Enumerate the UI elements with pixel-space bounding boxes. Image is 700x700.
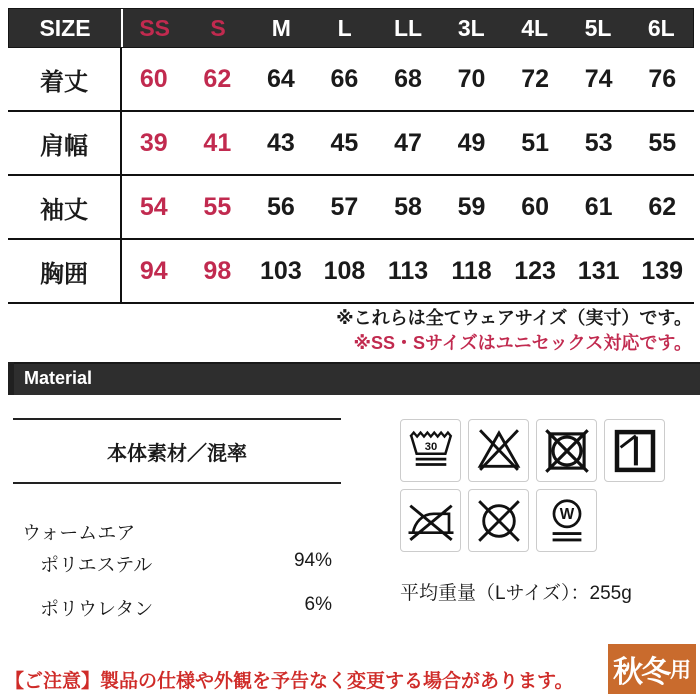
size-col-S: S [210, 14, 226, 41]
size-value: 43 [266, 128, 295, 157]
size-value: 94 [139, 256, 168, 285]
size-col-4L: 4L [521, 14, 549, 41]
composition-row [40, 550, 332, 577]
care-icons [400, 419, 680, 559]
size-value: 60 [139, 64, 168, 93]
measure-label: 胸囲 [8, 240, 122, 302]
no-iron-icon [400, 489, 461, 552]
size-value: 55 [203, 192, 232, 221]
material-section-header [8, 362, 700, 395]
wash-30-gentle-icon [400, 419, 461, 482]
no-bleach-icon [468, 419, 529, 482]
size-row [8, 240, 694, 304]
material-section-title: Material [24, 368, 93, 388]
size-value: 61 [584, 192, 613, 221]
size-table [8, 8, 694, 304]
measure-label: 着丈 [8, 48, 122, 110]
size-value: 103 [260, 256, 302, 285]
size-value: 41 [203, 128, 232, 157]
size-value: 72 [521, 64, 549, 93]
size-row [8, 112, 694, 176]
season-badge-main: 秋冬 [613, 656, 669, 689]
wet-clean-gentle-icon [536, 489, 597, 552]
size-table-header [8, 8, 694, 48]
size-value: 51 [521, 128, 549, 157]
note-unisex: ※SS・Sサイズはユニセックス対応です。 [353, 333, 692, 354]
size-value: 70 [457, 64, 486, 93]
size-value: 59 [457, 192, 486, 221]
size-value: 39 [139, 128, 168, 157]
size-value: 62 [203, 64, 232, 93]
size-header-label: SIZE [9, 9, 123, 47]
size-value: 113 [387, 256, 429, 285]
size-col-L: L [337, 14, 352, 41]
note-actual-size: ※これらは全てウェアサイズ（実寸）です。 [336, 308, 692, 328]
size-value: 66 [330, 64, 359, 93]
size-row [8, 176, 694, 240]
size-value: 68 [394, 64, 422, 93]
size-value: 123 [514, 256, 556, 285]
composition-pct: 94% [293, 550, 332, 571]
size-value: 74 [584, 64, 613, 93]
size-value: 108 [323, 256, 366, 285]
size-value: 131 [577, 256, 620, 285]
size-value: 139 [641, 256, 684, 285]
size-col-3L: 3L [457, 14, 485, 41]
size-col-5L: 5L [584, 14, 612, 41]
composition-pct: 6% [304, 594, 332, 615]
size-value: 57 [330, 192, 359, 221]
composition-name: ポリウレタン [40, 599, 154, 620]
caution-note: 【ご注意】製品の仕様や外観を予告なく変更する場合があります。 [5, 671, 574, 692]
no-tumble-dry-icon [536, 419, 597, 482]
size-value: 58 [394, 192, 422, 221]
measure-label: 袖丈 [8, 176, 122, 238]
size-notes [336, 306, 692, 356]
size-table-body [8, 48, 694, 304]
size-value: 76 [648, 64, 677, 93]
composition-list [40, 550, 332, 638]
svg-text:W: W [559, 505, 574, 523]
size-value: 98 [203, 256, 232, 285]
fabric-name: ウォームエア [22, 523, 136, 544]
fabric-label: 本体素材／混率 [13, 418, 341, 484]
care-icons-row-2 [400, 489, 680, 552]
season-badge-suffix: 用 [670, 659, 691, 682]
size-value: 62 [648, 192, 677, 221]
size-col-M: M [271, 14, 291, 41]
size-value: 54 [139, 192, 168, 221]
composition-row [40, 594, 332, 621]
size-value: 56 [266, 192, 295, 221]
care-icons-row-1 [400, 419, 680, 482]
size-col-6L: 6L [647, 14, 675, 41]
size-value: 60 [521, 192, 549, 221]
shade-line-dry-icon [604, 419, 665, 482]
measure-label: 肩幅 [8, 112, 122, 174]
size-value: 47 [394, 128, 422, 157]
svg-text:30: 30 [424, 440, 437, 453]
season-badge [608, 644, 696, 694]
size-value: 53 [584, 128, 613, 157]
size-value: 45 [330, 128, 359, 157]
size-value: 49 [457, 128, 486, 157]
size-col-SS: SS [139, 14, 170, 41]
composition-name: ポリエステル [40, 555, 153, 576]
size-col-LL: LL [393, 14, 423, 41]
average-weight-note: 平均重量（Lサイズ）：255g [400, 583, 632, 604]
size-row [8, 48, 694, 112]
no-dry-clean-icon [468, 489, 529, 552]
size-value: 64 [266, 64, 295, 93]
size-value: 55 [648, 128, 677, 157]
size-value: 118 [451, 256, 492, 285]
